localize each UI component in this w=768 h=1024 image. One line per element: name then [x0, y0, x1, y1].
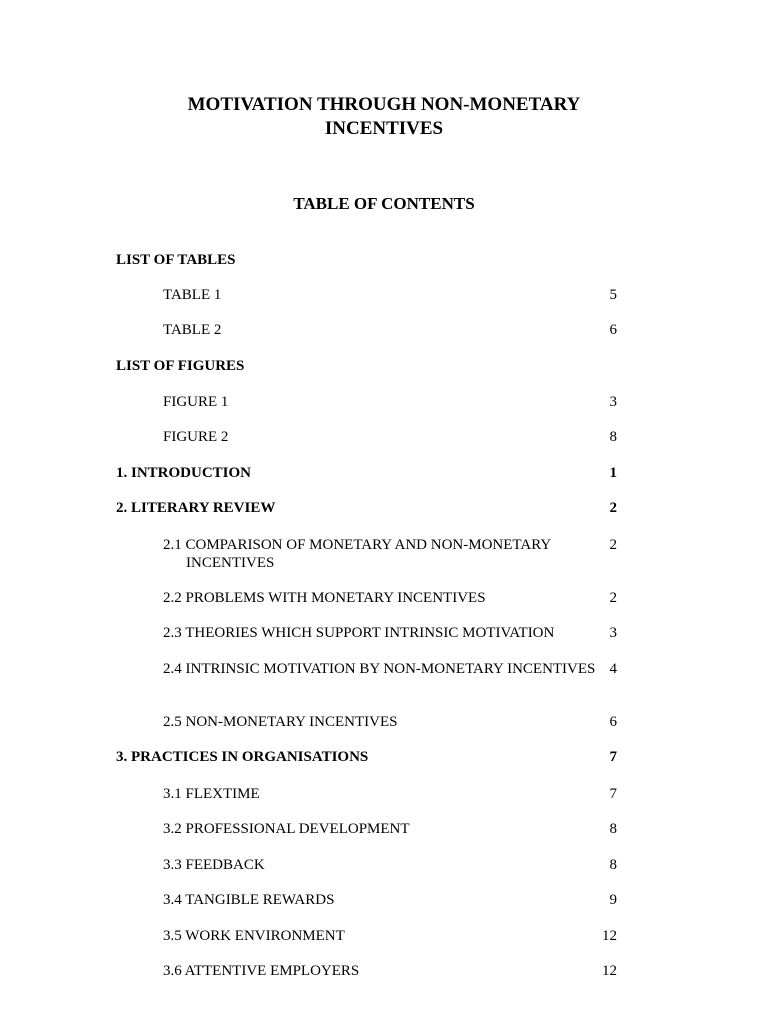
document-title-line-2: INCENTIVES — [324, 118, 444, 139]
toc-entry-label: 2.5 NON-MONETARY INCENTIVES — [163, 714, 398, 730]
toc-entry-page: 2 — [609, 537, 617, 553]
toc-entry-label: 3.4 TANGIBLE REWARDS — [163, 892, 335, 908]
document-title — [0, 93, 768, 141]
toc-entry-label: LIST OF FIGURES — [116, 358, 245, 374]
toc-entry-page: 3 — [609, 625, 617, 641]
toc-heading: TABLE OF CONTENTS — [293, 194, 475, 213]
toc-entry-page: 7 — [609, 749, 617, 765]
toc-entry-label: 2.2 PROBLEMS WITH MONETARY INCENTIVES — [163, 590, 486, 606]
toc-entry-page: 1 — [609, 465, 617, 481]
toc-entry-page: 12 — [602, 963, 617, 979]
toc-entry-label: 2.4 INTRINSIC MOTIVATION BY NON-MONETARY INCENTIVES — [163, 661, 596, 677]
toc-entry-page: 9 — [609, 892, 617, 908]
toc-entry-label: 3.3 FEEDBACK — [163, 857, 265, 873]
toc-entry-page: 8 — [609, 429, 617, 445]
toc-entry-label: TABLE 2 — [163, 322, 222, 338]
toc-entry-label: 2. LITERARY REVIEW — [116, 500, 276, 516]
toc-entry-page: 12 — [602, 928, 617, 944]
document-title-line-1: MOTIVATION THROUGH NON-MONETARY — [187, 94, 581, 115]
toc-entry-label: 3.5 WORK ENVIRONMENT — [163, 928, 345, 944]
toc-entry-label: 1. INTRODUCTION — [116, 465, 252, 481]
toc-entry-page: 8 — [609, 857, 617, 873]
toc-entry-page: 6 — [609, 714, 617, 730]
toc-entry-page: 6 — [609, 322, 617, 338]
toc-entry-label: 3.6 ATTENTIVE EMPLOYERS — [163, 963, 360, 979]
toc-entry-label: 2.1 COMPARISON OF MONETARY AND NON-MONETARY INCENTIVES — [163, 537, 551, 571]
toc-entry-page: 5 — [609, 287, 617, 303]
toc-entry-label: TABLE 1 — [163, 287, 222, 303]
toc-entry-label: FIGURE 2 — [163, 429, 229, 445]
toc-entry-page: 4 — [609, 661, 617, 677]
toc-entry-label: LIST OF TABLES — [116, 252, 236, 268]
toc-entry-page: 2 — [609, 500, 617, 516]
toc-entry-page: 2 — [609, 590, 617, 606]
toc-entry-page: 7 — [609, 786, 617, 802]
toc-entry-page: 3 — [609, 394, 617, 410]
toc-entry-page: 8 — [609, 821, 617, 837]
toc-entry-label: 3.1 FLEXTIME — [163, 786, 260, 802]
toc-entry-label: FIGURE 1 — [163, 394, 229, 410]
toc-entry-label: 2.3 THEORIES WHICH SUPPORT INTRINSIC MOTIVATION — [163, 625, 555, 641]
toc-entry-label: 3. PRACTICES IN ORGANISATIONS — [116, 749, 369, 765]
toc-entry-label: 3.2 PROFESSIONAL DEVELOPMENT — [163, 821, 410, 837]
